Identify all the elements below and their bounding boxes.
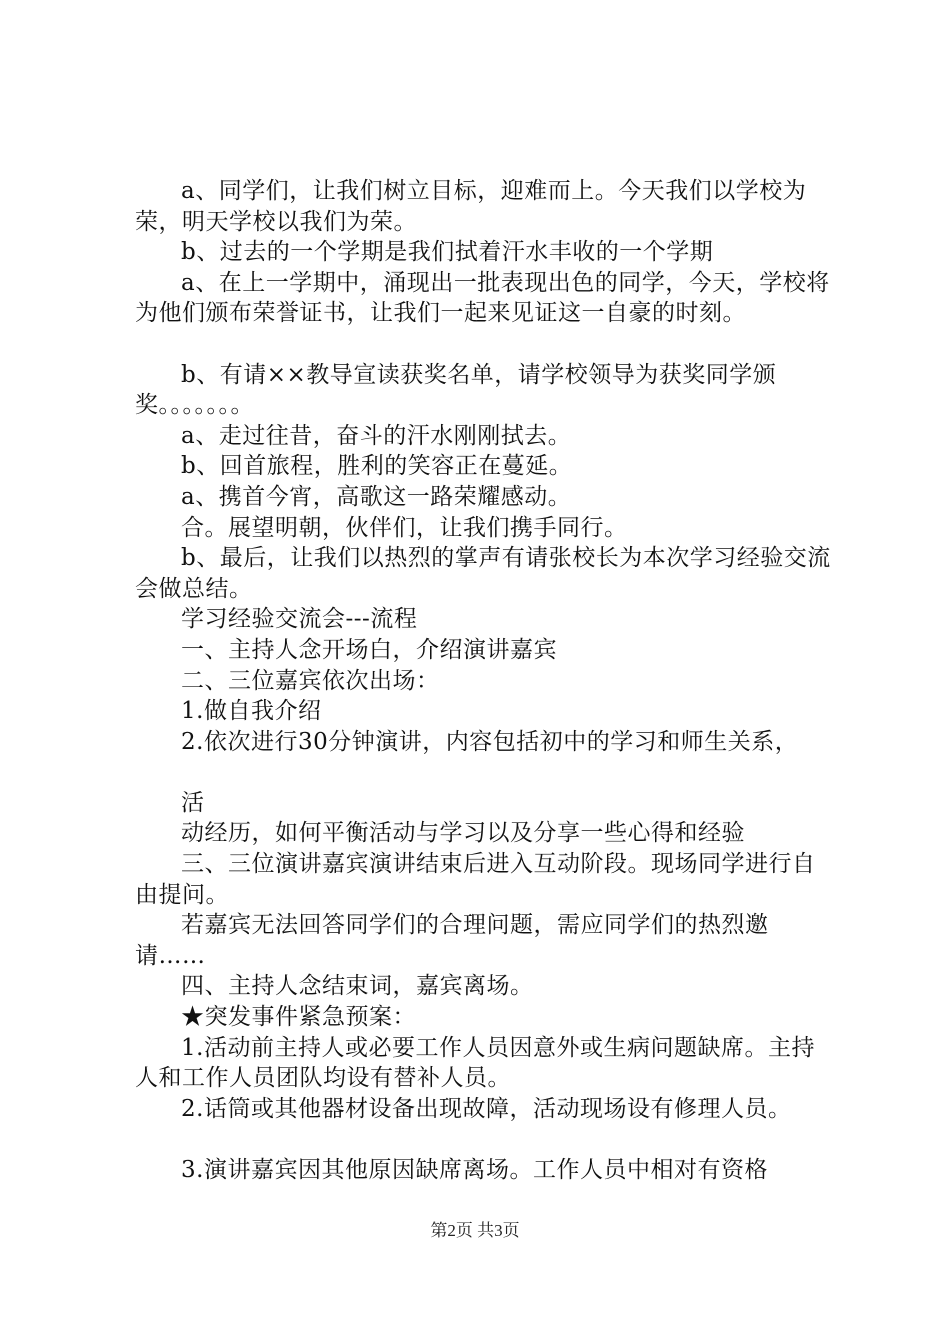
paragraph: 2.依次进行30分钟演讲，内容包括初中的学习和师生关系， [181,728,799,755]
paragraph: 活 [181,789,205,816]
page-footer [0,1216,950,1241]
paragraph: b、过去的一个学期是我们拭着汗水丰收的一个学期 [181,239,714,266]
paragraph: a、携首今宵，高歌这一路荣耀感动。 [181,483,572,510]
paragraph: 若嘉宾无法回答同学们的合理问题，需应同学们的热烈邀请…… [135,912,769,969]
blank-line [135,329,835,360]
paragraph: ★突发事件紧急预案： [181,1004,416,1031]
paragraph: a、在上一学期中，涌现出一批表现出色的同学，今天，学校将为他们颁布荣誉证书，让我们一起来见证这一自豪的时刻。 [135,269,830,327]
paragraph: 1.做自我介绍 [181,698,322,725]
blank-line [135,1124,835,1155]
paragraph: b、有请××教导宣读获奖名单，请学校领导为获奖同学颁奖。。。。。。。 [135,361,777,419]
paragraph: 学习经验交流会---流程 [181,606,418,633]
paragraph: 动经历，如何平衡活动与学习以及分享一些心得和经验 [181,820,745,847]
paragraph: 1.活动前主持人或必要工作人员因意外或生病问题缺席。主持人和工作人员团队均设有替补人员。 [135,1034,815,1092]
paragraph: 3.演讲嘉宾因其他原因缺席离场。工作人员中相对有资格 [181,1157,768,1183]
document-body [135,176,835,1186]
paragraph: 2.话筒或其他器材设备出现故障，活动现场设有修理人员。 [181,1095,792,1122]
paragraph: a、走过往昔，奋斗的汗水刚刚拭去。 [181,422,572,449]
paragraph: 三、三位演讲嘉宾演讲结束后进入互动阶段。现场同学进行自由提问。 [135,851,816,908]
paragraph: 四、主持人念结束词，嘉宾离场。 [181,973,534,1000]
paragraph: 合。展望明朝，伙伴们，让我们携手同行。 [181,514,628,541]
page-number-label: 第2页 共3页 [430,1221,520,1240]
paragraph: b、回首旅程，胜利的笑容正在蔓延。 [181,453,573,480]
paragraph: 一、主持人念开场白，介绍演讲嘉宾 [181,636,557,663]
paragraph: 二、三位嘉宾依次出场： [181,667,440,694]
paragraph: b、最后，让我们以热烈的掌声有请张校长为本次学习经验交流会做总结。 [135,545,831,602]
paragraph: a、同学们，让我们树立目标，迎难而上。今天我们以学校为荣，明天学校以我们为荣。 [135,178,807,235]
blank-line [135,757,835,788]
